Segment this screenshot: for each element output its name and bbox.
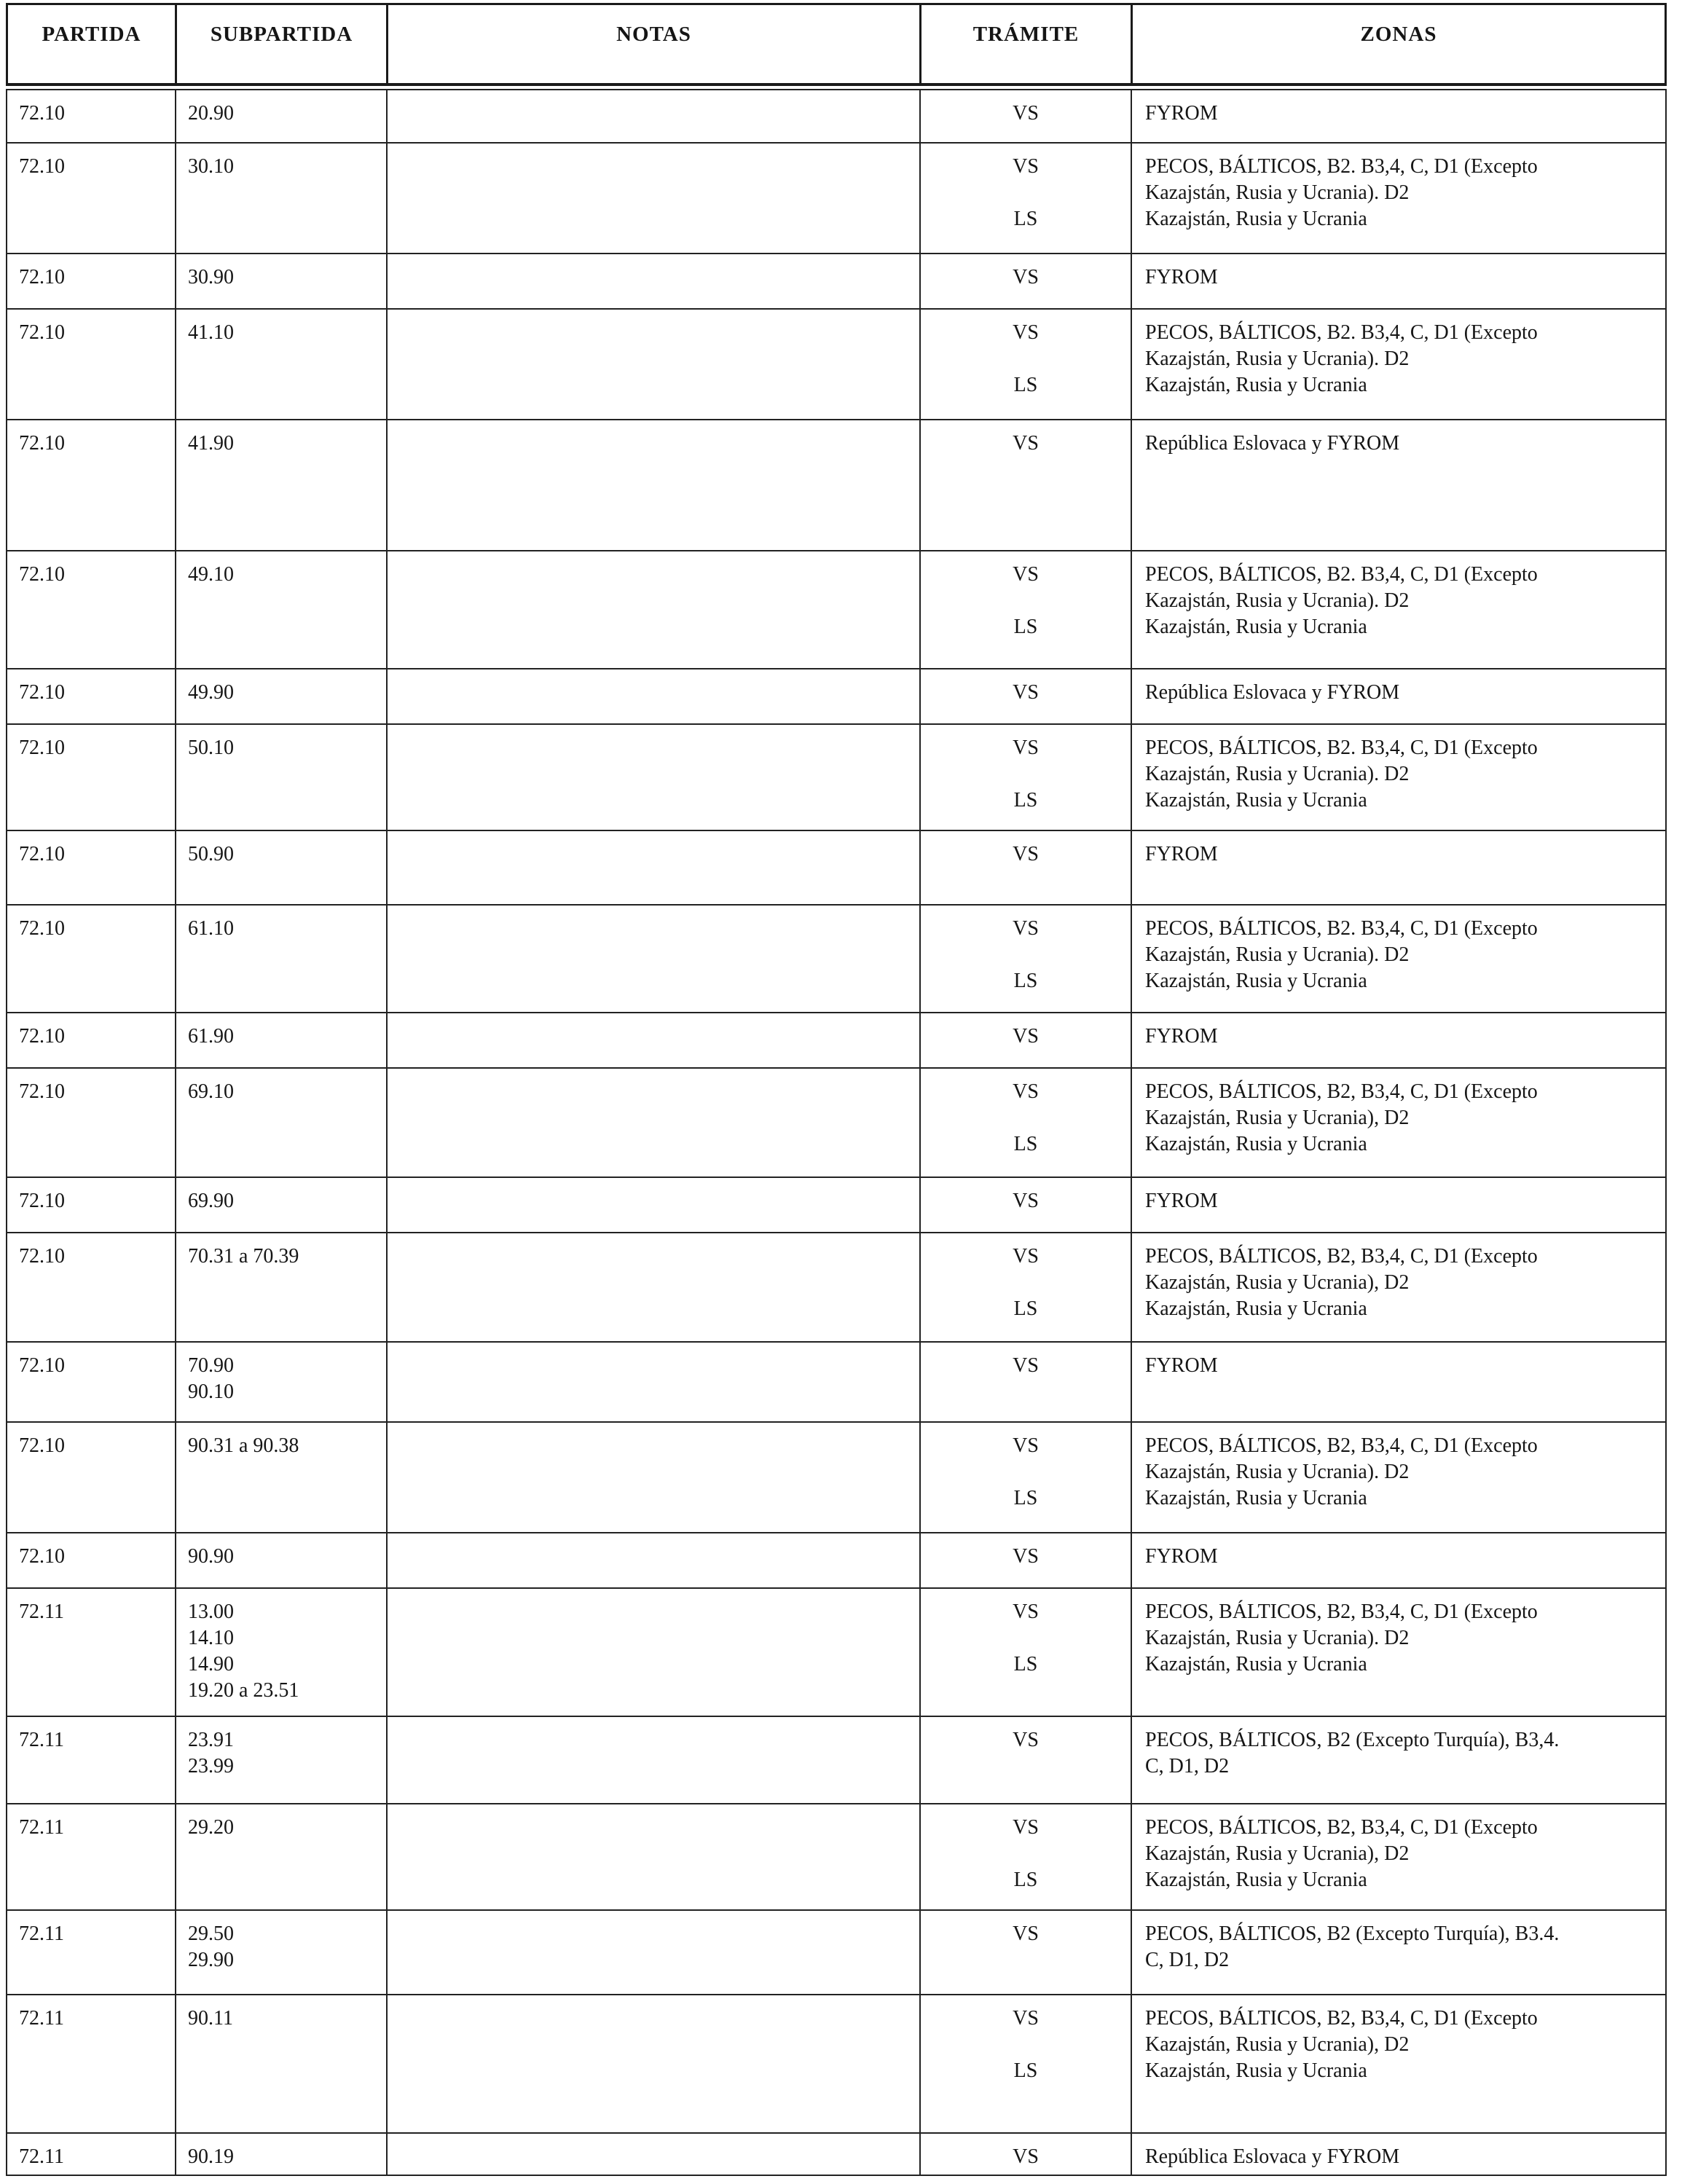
- zonas-line: PECOS, BÁLTICOS, B2. B3,4, C, D1 (Excepto: [1145, 155, 1538, 178]
- zonas-line: C, D1, D2: [1145, 1949, 1230, 1971]
- cell-tramite: [921, 1911, 1132, 1994]
- cell-notas: [388, 831, 921, 904]
- cell-partida: 72.11: [7, 1804, 176, 1909]
- cell-partida: 72.10: [7, 1178, 176, 1232]
- table-row: [6, 1589, 1667, 1717]
- cell-zonas: [1132, 831, 1664, 904]
- table-row: [6, 1804, 1667, 1911]
- tramite-code: LS: [1013, 2059, 1038, 2082]
- cell-tramite: [921, 1804, 1132, 1909]
- zonas-line: C, D1, D2: [1145, 1755, 1230, 1778]
- cell-subpartida: [176, 1911, 388, 1994]
- subpartida-line: 20.90: [188, 102, 234, 125]
- cell-zonas: [1132, 90, 1664, 142]
- tramite-code: VS: [1013, 2145, 1039, 2168]
- tramite-code: VS: [1013, 843, 1039, 865]
- zonas-line: Kazajstán, Rusia y Ucrania). D2: [1145, 943, 1410, 966]
- cell-zonas: [1132, 1343, 1664, 1421]
- header-subpartida: SUBPARTIDA: [177, 5, 388, 83]
- cell-subpartida: [176, 90, 388, 142]
- cell-zonas: [1132, 1995, 1664, 2132]
- cell-partida: 72.10: [7, 551, 176, 668]
- cell-subpartida: [176, 1233, 388, 1341]
- zonas-line: Kazajstán, Rusia y Ucrania). D2: [1145, 763, 1410, 785]
- tramite-code: VS: [1013, 1080, 1039, 1103]
- table-row: [6, 1178, 1667, 1233]
- subpartida-line: 61.90: [188, 1025, 234, 1048]
- cell-zonas: [1132, 725, 1664, 830]
- cell-tramite: [921, 725, 1132, 830]
- subpartida-line: 61.10: [188, 917, 234, 940]
- zonas-line: Kazajstán, Rusia y Ucrania: [1145, 1653, 1367, 1676]
- cell-notas: [388, 1423, 921, 1532]
- cell-tramite: [921, 551, 1132, 668]
- cell-tramite: [921, 144, 1132, 253]
- cell-partida: 72.10: [7, 310, 176, 419]
- tramite-code: VS: [1013, 1434, 1039, 1457]
- cell-notas: [388, 1804, 921, 1909]
- zonas-line: República Eslovaca y FYROM: [1145, 681, 1400, 704]
- tramite-code: VS: [1013, 1545, 1039, 1568]
- cell-subpartida: [176, 254, 388, 308]
- tramite-code: VS: [1013, 1025, 1039, 1048]
- cell-subpartida: [176, 725, 388, 830]
- cell-notas: [388, 1178, 921, 1232]
- table-row: [6, 1423, 1667, 1533]
- subpartida-line: 90.31 a 90.38: [188, 1434, 299, 1457]
- cell-zonas: [1132, 254, 1664, 308]
- cell-notas: [388, 144, 921, 253]
- subpartida-line: 23.99: [188, 1755, 234, 1778]
- cell-partida: 72.10: [7, 1423, 176, 1532]
- cell-subpartida: [176, 669, 388, 723]
- cell-partida: 72.10: [7, 1013, 176, 1067]
- cell-notas: [388, 310, 921, 419]
- tramite-code: LS: [1013, 208, 1038, 230]
- table-row: [6, 1013, 1667, 1069]
- cell-notas: [388, 669, 921, 723]
- tramite-code: VS: [1013, 736, 1039, 759]
- table-row: [6, 551, 1667, 669]
- tramite-code: LS: [1013, 1133, 1038, 1155]
- cell-tramite: [921, 1589, 1132, 1716]
- cell-zonas: [1132, 1717, 1664, 1803]
- tramite-code: LS: [1013, 970, 1038, 992]
- cell-partida: 72.10: [7, 831, 176, 904]
- cell-zonas: [1132, 669, 1664, 723]
- cell-subpartida: [176, 1995, 388, 2132]
- cell-notas: [388, 1911, 921, 1994]
- zonas-line: PECOS, BÁLTICOS, B2, B3,4, C, D1 (Excepto: [1145, 1434, 1538, 1457]
- cell-partida: 72.11: [7, 1717, 176, 1803]
- cell-tramite: [921, 1343, 1132, 1421]
- cell-partida: 72.10: [7, 90, 176, 142]
- cell-partida: 72.11: [7, 1995, 176, 2132]
- subpartida-line: 19.20 a 23.51: [188, 1679, 299, 1702]
- subpartida-line: 69.90: [188, 1190, 234, 1212]
- zonas-line: PECOS, BÁLTICOS, B2, B3,4, C, D1 (Excepto: [1145, 1816, 1538, 1839]
- cell-tramite: [921, 310, 1132, 419]
- zonas-line: Kazajstán, Rusia y Ucrania), D2: [1145, 1107, 1410, 1129]
- cell-partida: 72.10: [7, 725, 176, 830]
- zonas-line: Kazajstán, Rusia y Ucrania). D2: [1145, 181, 1410, 204]
- tramite-code: VS: [1013, 432, 1039, 455]
- table-row: [6, 1069, 1667, 1178]
- cell-subpartida: [176, 1423, 388, 1532]
- tramite-spacer: [921, 2032, 1131, 2058]
- zonas-line: Kazajstán, Rusia y Ucrania). D2: [1145, 589, 1410, 612]
- zonas-line: Kazajstán, Rusia y Ucrania: [1145, 2059, 1367, 2082]
- tramite-spacer: [921, 346, 1131, 372]
- cell-zonas: [1132, 1013, 1664, 1067]
- cell-subpartida: [176, 1804, 388, 1909]
- tramite-code: VS: [1013, 1600, 1039, 1623]
- tramite-code: VS: [1013, 321, 1039, 344]
- cell-zonas: [1132, 1423, 1664, 1532]
- table-row: [6, 89, 1667, 144]
- cell-subpartida: [176, 1589, 388, 1716]
- zonas-line: PECOS, BÁLTICOS, B2, B3,4, C, D1 (Excepto: [1145, 1245, 1538, 1268]
- cell-zonas: [1132, 2134, 1664, 2175]
- cell-tramite: [921, 831, 1132, 904]
- subpartida-line: 90.19: [188, 2145, 234, 2168]
- tramite-code: LS: [1013, 374, 1038, 396]
- tramite-spacer: [921, 1459, 1131, 1485]
- tramite-code: VS: [1013, 1922, 1039, 1945]
- tramite-spacer: [921, 1841, 1131, 1867]
- cell-tramite: [921, 1069, 1132, 1177]
- cell-tramite: [921, 90, 1132, 142]
- subpartida-line: 41.10: [188, 321, 234, 344]
- cell-subpartida: [176, 420, 388, 550]
- cell-tramite: [921, 669, 1132, 723]
- subpartida-line: 14.90: [188, 1653, 234, 1676]
- tramite-code: VS: [1013, 563, 1039, 586]
- cell-tramite: [921, 1178, 1132, 1232]
- zonas-line: FYROM: [1145, 266, 1218, 288]
- cell-zonas: [1132, 420, 1664, 550]
- zonas-line: FYROM: [1145, 102, 1218, 125]
- cell-tramite: [921, 254, 1132, 308]
- table-row: [6, 1343, 1667, 1423]
- subpartida-line: 50.90: [188, 843, 234, 865]
- zonas-line: Kazajstán, Rusia y Ucrania: [1145, 616, 1367, 638]
- cell-subpartida: [176, 144, 388, 253]
- cell-subpartida: [176, 1343, 388, 1421]
- table-row: [6, 2134, 1667, 2176]
- subpartida-line: 13.00: [188, 1600, 234, 1623]
- zonas-line: Kazajstán, Rusia y Ucrania: [1145, 1487, 1367, 1509]
- header-zonas: ZONAS: [1360, 23, 1437, 46]
- zonas-line: República Eslovaca y FYROM: [1145, 2145, 1400, 2168]
- zonas-line: Kazajstán, Rusia y Ucrania). D2: [1145, 347, 1410, 370]
- cell-subpartida: [176, 1013, 388, 1067]
- cell-notas: [388, 1069, 921, 1177]
- cell-zonas: [1132, 551, 1664, 668]
- table-row: [6, 144, 1667, 254]
- cell-zonas: [1132, 1233, 1664, 1341]
- tramite-spacer: [921, 1625, 1131, 1651]
- cell-tramite: [921, 1533, 1132, 1587]
- zonas-line: PECOS, BÁLTICOS, B2 (Excepto Turquía), B3,4.: [1145, 1729, 1560, 1751]
- cell-notas: [388, 90, 921, 142]
- table-row: [6, 1995, 1667, 2134]
- tramite-code: LS: [1013, 616, 1038, 638]
- subpartida-line: 70.90: [188, 1354, 234, 1377]
- subpartida-line: 49.90: [188, 681, 234, 704]
- cell-partida: 72.10: [7, 1343, 176, 1421]
- zonas-line: PECOS, BÁLTICOS, B2, B3,4, C, D1 (Excepto: [1145, 2007, 1538, 2030]
- table-row: [6, 420, 1667, 551]
- cell-subpartida: [176, 310, 388, 419]
- cell-partida: 72.10: [7, 669, 176, 723]
- subpartida-line: 30.10: [188, 155, 234, 178]
- cell-partida: 72.10: [7, 1533, 176, 1587]
- subpartida-line: 41.90: [188, 432, 234, 455]
- cell-subpartida: [176, 831, 388, 904]
- cell-partida: 72.11: [7, 1911, 176, 1994]
- cell-zonas: [1132, 906, 1664, 1012]
- tramite-code: LS: [1013, 1297, 1038, 1320]
- table-row: [6, 725, 1667, 831]
- zonas-line: Kazajstán, Rusia y Ucrania: [1145, 789, 1367, 812]
- zonas-line: Kazajstán, Rusia y Ucrania), D2: [1145, 1842, 1410, 1865]
- subpartida-line: 29.20: [188, 1816, 234, 1839]
- header-notas: NOTAS: [388, 5, 921, 83]
- table-header: [6, 3, 1667, 86]
- cell-notas: [388, 1589, 921, 1716]
- subpartida-line: 49.10: [188, 563, 234, 586]
- tramite-code: VS: [1013, 2007, 1039, 2030]
- tramite-code: LS: [1013, 1487, 1038, 1509]
- subpartida-line: 69.10: [188, 1080, 234, 1103]
- cell-partida: 72.10: [7, 420, 176, 550]
- cell-subpartida: [176, 906, 388, 1012]
- tramite-code: VS: [1013, 155, 1039, 178]
- cell-partida: 72.10: [7, 254, 176, 308]
- zonas-line: FYROM: [1145, 1545, 1218, 1568]
- cell-subpartida: [176, 2134, 388, 2175]
- cell-zonas: [1132, 1804, 1664, 1909]
- subpartida-line: 14.10: [188, 1627, 234, 1649]
- table-body: [6, 89, 1667, 2176]
- table-row: [6, 669, 1667, 725]
- header-partida: PARTIDA: [8, 5, 177, 83]
- zonas-line: PECOS, BÁLTICOS, B2, B3,4, C, D1 (Excepto: [1145, 1600, 1538, 1623]
- cell-notas: [388, 1013, 921, 1067]
- cell-partida: 72.10: [7, 1233, 176, 1341]
- cell-notas: [388, 1533, 921, 1587]
- zonas-line: Kazajstán, Rusia y Ucrania: [1145, 1869, 1367, 1891]
- tramite-code: VS: [1013, 1816, 1039, 1839]
- cell-partida: 72.10: [7, 906, 176, 1012]
- cell-partida: 72.10: [7, 144, 176, 253]
- cell-subpartida: [176, 1717, 388, 1803]
- tramite-code: VS: [1013, 266, 1039, 288]
- zonas-line: FYROM: [1145, 843, 1218, 865]
- cell-partida: 72.11: [7, 2134, 176, 2175]
- cell-zonas: [1132, 144, 1664, 253]
- table-row: [6, 831, 1667, 906]
- tramite-code: LS: [1013, 1653, 1038, 1676]
- zonas-line: Kazajstán, Rusia y Ucrania), D2: [1145, 2033, 1410, 2056]
- cell-tramite: [921, 1423, 1132, 1532]
- zonas-line: Kazajstán, Rusia y Ucrania: [1145, 970, 1367, 992]
- subpartida-line: 50.10: [188, 736, 234, 759]
- cell-notas: [388, 906, 921, 1012]
- tramite-spacer: [921, 761, 1131, 787]
- subpartida-line: 90.11: [188, 2007, 233, 2030]
- tramite-code: VS: [1013, 1190, 1039, 1212]
- tramite-code: VS: [1013, 102, 1039, 125]
- table-row: [6, 1717, 1667, 1804]
- zonas-line: PECOS, BÁLTICOS, B2. B3,4, C, D1 (Excepto: [1145, 321, 1538, 344]
- zonas-line: Kazajstán, Rusia y Ucrania: [1145, 208, 1367, 230]
- subpartida-line: 30.90: [188, 266, 234, 288]
- cell-notas: [388, 1233, 921, 1341]
- cell-subpartida: [176, 1069, 388, 1177]
- cell-tramite: [921, 2134, 1132, 2175]
- cell-notas: [388, 254, 921, 308]
- cell-zonas: [1132, 1911, 1664, 1994]
- tramite-code: VS: [1013, 1729, 1039, 1751]
- tramite-spacer: [921, 588, 1131, 614]
- tramite-code: VS: [1013, 1354, 1039, 1377]
- cell-notas: [388, 725, 921, 830]
- zonas-line: FYROM: [1145, 1190, 1218, 1212]
- table-row: [6, 906, 1667, 1013]
- tariff-table: [6, 3, 1667, 2176]
- cell-notas: [388, 1717, 921, 1803]
- zonas-line: Kazajstán, Rusia y Ucrania: [1145, 374, 1367, 396]
- cell-tramite: [921, 1013, 1132, 1067]
- zonas-line: FYROM: [1145, 1025, 1218, 1048]
- cell-notas: [388, 551, 921, 668]
- subpartida-line: 29.50: [188, 1922, 234, 1945]
- cell-tramite: [921, 1995, 1132, 2132]
- tramite-spacer: [921, 942, 1131, 968]
- zonas-line: Kazajstán, Rusia y Ucrania: [1145, 1297, 1367, 1320]
- zonas-line: PECOS, BÁLTICOS, B2. B3,4, C, D1 (Excepto: [1145, 736, 1538, 759]
- zonas-line: PECOS, BÁLTICOS, B2 (Excepto Turquía), B3.4.: [1145, 1922, 1560, 1945]
- subpartida-line: 90.10: [188, 1380, 234, 1403]
- cell-subpartida: [176, 1178, 388, 1232]
- cell-subpartida: [176, 1533, 388, 1587]
- zonas-line: Kazajstán, Rusia y Ucrania). D2: [1145, 1461, 1410, 1483]
- zonas-line: Kazajstán, Rusia y Ucrania), D2: [1145, 1271, 1410, 1294]
- zonas-line: PECOS, BÁLTICOS, B2. B3,4, C, D1 (Excepto: [1145, 563, 1538, 586]
- cell-tramite: [921, 420, 1132, 550]
- cell-subpartida: [176, 551, 388, 668]
- subpartida-line: 90.90: [188, 1545, 234, 1568]
- cell-tramite: [921, 1233, 1132, 1341]
- zonas-line: PECOS, BÁLTICOS, B2. B3,4, C, D1 (Excepto: [1145, 917, 1538, 940]
- table-row: [6, 310, 1667, 420]
- cell-notas: [388, 1343, 921, 1421]
- zonas-line: FYROM: [1145, 1354, 1218, 1377]
- table-row: [6, 254, 1667, 310]
- cell-notas: [388, 1995, 921, 2132]
- cell-tramite: [921, 906, 1132, 1012]
- cell-zonas: [1132, 1178, 1664, 1232]
- tramite-spacer: [921, 180, 1131, 206]
- zonas-line: Kazajstán, Rusia y Ucrania). D2: [1145, 1627, 1410, 1649]
- tramite-code: VS: [1013, 1245, 1039, 1268]
- tramite-spacer: [921, 1270, 1131, 1296]
- tramite-code: VS: [1013, 917, 1039, 940]
- zonas-line: PECOS, BÁLTICOS, B2, B3,4, C, D1 (Excepto: [1145, 1080, 1538, 1103]
- cell-zonas: [1132, 1533, 1664, 1587]
- subpartida-line: 70.31 a 70.39: [188, 1245, 299, 1268]
- cell-zonas: [1132, 310, 1664, 419]
- tramite-code: LS: [1013, 1869, 1038, 1891]
- zonas-line: República Eslovaca y FYROM: [1145, 432, 1400, 455]
- cell-partida: 72.10: [7, 1069, 176, 1177]
- table-row: [6, 1533, 1667, 1589]
- cell-zonas: [1132, 1589, 1664, 1716]
- header-tramite: TRÁMITE: [921, 5, 1133, 83]
- subpartida-line: 29.90: [188, 1949, 234, 1971]
- tramite-spacer: [921, 1105, 1131, 1131]
- table-row: [6, 1233, 1667, 1343]
- tramite-code: VS: [1013, 681, 1039, 704]
- cell-partida: 72.11: [7, 1589, 176, 1716]
- cell-notas: [388, 2134, 921, 2175]
- zonas-line: Kazajstán, Rusia y Ucrania: [1145, 1133, 1367, 1155]
- cell-notas: [388, 420, 921, 550]
- cell-zonas: [1132, 1069, 1664, 1177]
- table-row: [6, 1911, 1667, 1995]
- cell-tramite: [921, 1717, 1132, 1803]
- subpartida-line: 23.91: [188, 1729, 234, 1751]
- tramite-code: LS: [1013, 789, 1038, 812]
